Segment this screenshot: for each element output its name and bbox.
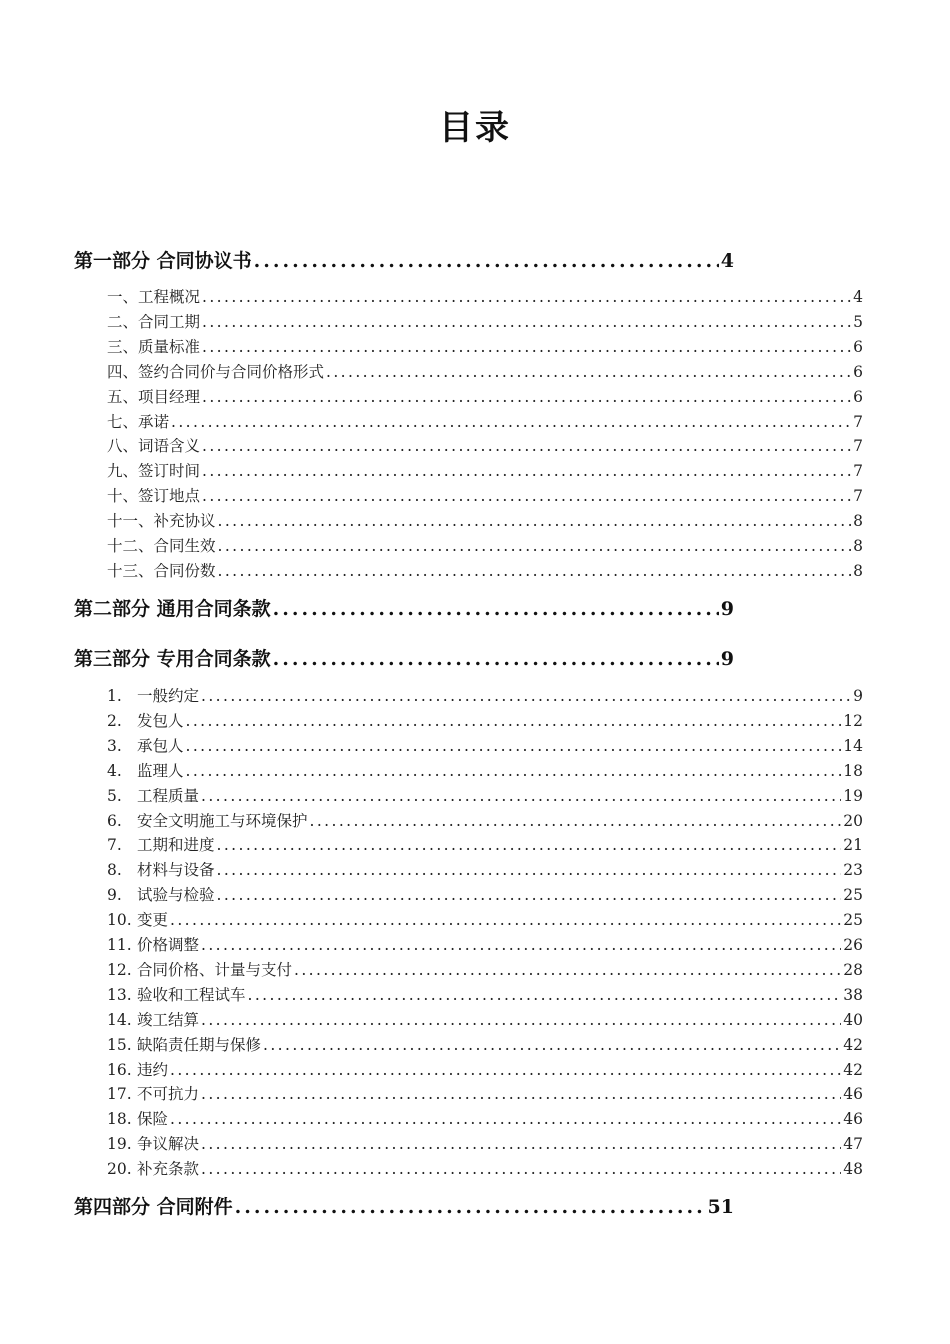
page-title: 目录 xyxy=(439,108,511,148)
toc-item-label: 补充条款 xyxy=(137,1160,200,1179)
dot-leader xyxy=(218,512,852,530)
toc-item-number: 11. xyxy=(107,936,132,954)
toc-page-number: 51 xyxy=(707,1196,734,1218)
toc-page-number: 19 xyxy=(843,786,863,805)
toc-item[interactable] xyxy=(107,933,863,955)
toc-item[interactable] xyxy=(107,784,863,806)
dot-leader xyxy=(273,598,719,620)
toc-page-number: 21 xyxy=(843,836,863,855)
dot-leader xyxy=(294,961,841,979)
toc-page-number: 8 xyxy=(853,561,863,580)
toc-part-label: 第三部分 专用合同条款 xyxy=(74,648,271,670)
toc-page-number: 25 xyxy=(843,911,863,930)
toc-item-label: 承包人 xyxy=(137,736,184,755)
dot-leader xyxy=(170,1110,841,1128)
toc-item-number: 8. xyxy=(107,861,122,880)
toc-page-number: 8 xyxy=(853,537,863,555)
toc-page-number: 46 xyxy=(843,1110,863,1129)
toc-item-label: 变更 xyxy=(137,911,169,930)
dot-leader xyxy=(202,388,851,406)
toc-item-label: 二、合同工期 xyxy=(107,312,201,331)
toc-item[interactable] xyxy=(107,1082,863,1104)
toc-item[interactable] xyxy=(107,310,863,332)
toc-page-number: 26 xyxy=(843,936,863,954)
toc-item[interactable] xyxy=(107,509,863,531)
dot-leader xyxy=(201,1135,841,1153)
toc-item[interactable] xyxy=(107,534,863,556)
toc-item-label: 监理人 xyxy=(137,761,184,780)
dot-leader xyxy=(218,562,852,580)
toc-page-number: 9 xyxy=(720,648,734,670)
toc-item-label: 工程质量 xyxy=(137,786,200,805)
toc-item[interactable] xyxy=(107,709,863,731)
toc-item-label: 验收和工程试车 xyxy=(137,985,246,1004)
toc-item-label: 安全文明施工与环境保护 xyxy=(137,811,308,830)
toc-item-number: 18. xyxy=(107,1110,132,1129)
toc-page-number: 14 xyxy=(843,736,863,755)
dot-leader xyxy=(263,1036,841,1054)
toc-item-number: 19. xyxy=(107,1135,132,1154)
toc-item[interactable] xyxy=(107,734,863,756)
toc-page-number: 8 xyxy=(853,512,863,531)
toc-item[interactable] xyxy=(107,360,863,382)
toc-item[interactable] xyxy=(107,833,863,855)
toc-page-number: 28 xyxy=(843,960,863,979)
dot-leader xyxy=(202,437,851,455)
dot-leader xyxy=(217,861,842,879)
toc-item-label: 十、签订地点 xyxy=(107,487,201,506)
toc-item[interactable] xyxy=(107,684,863,706)
toc-item-number: 1. xyxy=(107,687,122,705)
toc-page-number: 6 xyxy=(853,337,863,356)
dot-leader xyxy=(248,986,842,1004)
dot-leader xyxy=(201,1011,841,1029)
toc-item[interactable] xyxy=(107,410,863,432)
toc-page-number: 48 xyxy=(843,1160,863,1179)
toc-item-number: 6. xyxy=(107,811,122,830)
toc-item-label: 竣工结算 xyxy=(137,1010,200,1029)
dot-leader xyxy=(202,338,851,356)
dot-leader xyxy=(273,648,719,670)
dot-leader xyxy=(201,1085,841,1103)
toc-item[interactable] xyxy=(107,559,863,581)
toc-item[interactable] xyxy=(107,434,863,456)
toc-page-number: 38 xyxy=(843,985,863,1004)
dot-leader xyxy=(310,812,842,830)
toc-item[interactable] xyxy=(107,1058,863,1080)
toc-item-number: 15. xyxy=(107,1035,132,1054)
dot-leader xyxy=(218,537,852,555)
toc-item-label: 不可抗力 xyxy=(137,1085,200,1104)
toc-part-3[interactable] xyxy=(74,644,734,671)
toc-item-label: 十二、合同生效 xyxy=(107,537,216,555)
toc-item[interactable] xyxy=(107,1132,863,1154)
dot-leader xyxy=(217,836,842,854)
toc-item-label: 违约 xyxy=(137,1060,169,1079)
toc-page-number: 4 xyxy=(720,250,734,272)
toc-part-label: 第二部分 通用合同条款 xyxy=(74,598,271,620)
toc-page-number: 6 xyxy=(853,387,863,406)
toc-page-number: 25 xyxy=(843,886,863,905)
toc-page-number: 7 xyxy=(853,487,863,506)
toc-item-label: 五、项目经理 xyxy=(107,387,201,406)
dot-leader xyxy=(217,886,842,904)
toc-page-number: 46 xyxy=(843,1085,863,1104)
toc-item-label: 试验与检验 xyxy=(137,886,215,905)
dot-leader xyxy=(201,936,841,954)
toc-item-number: 10. xyxy=(107,911,132,930)
toc-item[interactable] xyxy=(107,858,863,880)
toc-item-label: 缺陷责任期与保修 xyxy=(137,1035,262,1054)
toc-item-number: 3. xyxy=(107,736,122,755)
toc-item[interactable] xyxy=(107,335,863,357)
toc-item[interactable] xyxy=(107,385,863,407)
dot-leader xyxy=(202,313,851,331)
toc-part-2[interactable] xyxy=(74,594,734,621)
toc-item-label: 价格调整 xyxy=(137,936,200,954)
toc-item-number: 16. xyxy=(107,1060,132,1079)
toc-item[interactable] xyxy=(107,285,863,307)
dot-leader xyxy=(170,911,841,929)
toc-item-label: 工期和进度 xyxy=(137,836,215,855)
dot-leader xyxy=(201,787,841,805)
toc-item-number: 7. xyxy=(107,836,122,855)
toc-part-4[interactable] xyxy=(74,1192,734,1219)
toc-page-number: 23 xyxy=(843,861,863,880)
toc-item-label: 九、签订时间 xyxy=(107,462,201,481)
toc-page-number: 20 xyxy=(843,811,863,830)
dot-leader xyxy=(186,762,842,780)
dot-leader xyxy=(186,737,842,755)
toc-page-number: 9 xyxy=(853,687,863,705)
toc-item[interactable] xyxy=(107,958,863,980)
toc-page-number: 4 xyxy=(853,288,863,306)
dot-leader xyxy=(201,687,851,705)
toc-item-label: 一、工程概况 xyxy=(107,288,201,306)
toc-item[interactable] xyxy=(107,759,863,781)
toc-part-1[interactable] xyxy=(74,246,734,273)
toc-item[interactable] xyxy=(107,983,863,1005)
dot-leader xyxy=(202,462,851,480)
toc-page-number: 42 xyxy=(843,1060,863,1079)
toc-item-label: 三、质量标准 xyxy=(107,337,201,356)
toc-page-number: 7 xyxy=(853,437,863,456)
toc-item-label: 七、承诺 xyxy=(107,412,170,431)
toc-item-label: 材料与设备 xyxy=(137,861,215,880)
toc-item-number: 12. xyxy=(107,960,132,979)
toc-item-number: 5. xyxy=(107,786,122,805)
toc-item-label: 十三、合同份数 xyxy=(107,561,216,580)
toc-item-number: 9. xyxy=(107,886,122,905)
toc-item[interactable] xyxy=(107,1157,863,1179)
toc-item[interactable] xyxy=(107,484,863,506)
dot-leader xyxy=(254,250,719,272)
dot-leader xyxy=(202,487,851,505)
toc-item-number: 20. xyxy=(107,1160,132,1179)
toc-item[interactable] xyxy=(107,809,863,831)
toc-item-label: 四、签约合同价与合同价格形式 xyxy=(107,362,325,381)
toc-item-number: 13. xyxy=(107,985,132,1004)
dot-leader xyxy=(186,712,842,730)
dot-leader xyxy=(201,1160,841,1178)
dot-leader xyxy=(171,413,851,431)
toc-page-number: 12 xyxy=(843,711,863,730)
dot-leader xyxy=(170,1061,841,1079)
toc-item-label: 合同价格、计量与支付 xyxy=(137,960,293,979)
toc-page-number: 7 xyxy=(853,462,863,481)
toc-page-number: 9 xyxy=(720,598,734,620)
toc-part-label: 第一部分 合同协议书 xyxy=(74,250,252,272)
toc-item-number: 4. xyxy=(107,761,122,780)
toc-item-number: 2. xyxy=(107,711,122,730)
toc-item[interactable] xyxy=(107,1033,863,1055)
toc-item[interactable] xyxy=(107,459,863,481)
toc-page-number: 7 xyxy=(853,412,863,431)
toc-item-label: 保险 xyxy=(137,1110,169,1129)
toc-item[interactable] xyxy=(107,908,863,930)
toc-page-number: 6 xyxy=(853,362,863,381)
toc-item[interactable] xyxy=(107,1008,863,1030)
toc-item-label: 一般约定 xyxy=(137,687,200,705)
toc-item-number: 14. xyxy=(107,1010,132,1029)
dot-leader xyxy=(235,1196,706,1218)
toc-item-label: 争议解决 xyxy=(137,1135,200,1154)
toc-item-label: 十一、补充协议 xyxy=(107,512,216,531)
toc-item[interactable] xyxy=(107,883,863,905)
toc-item-label: 八、词语含义 xyxy=(107,437,201,456)
toc-page-number: 5 xyxy=(853,312,863,331)
toc-part-label: 第四部分 合同附件 xyxy=(74,1196,233,1218)
toc-item-number: 17. xyxy=(107,1085,132,1104)
toc-item-label: 发包人 xyxy=(137,711,184,730)
toc-item[interactable] xyxy=(107,1107,863,1129)
toc-page-number: 18 xyxy=(843,761,863,780)
dot-leader xyxy=(326,363,851,381)
dot-leader xyxy=(202,288,851,306)
toc-page-number: 40 xyxy=(843,1010,863,1029)
toc-page-number: 47 xyxy=(843,1135,863,1154)
toc-page-number: 42 xyxy=(843,1035,863,1054)
